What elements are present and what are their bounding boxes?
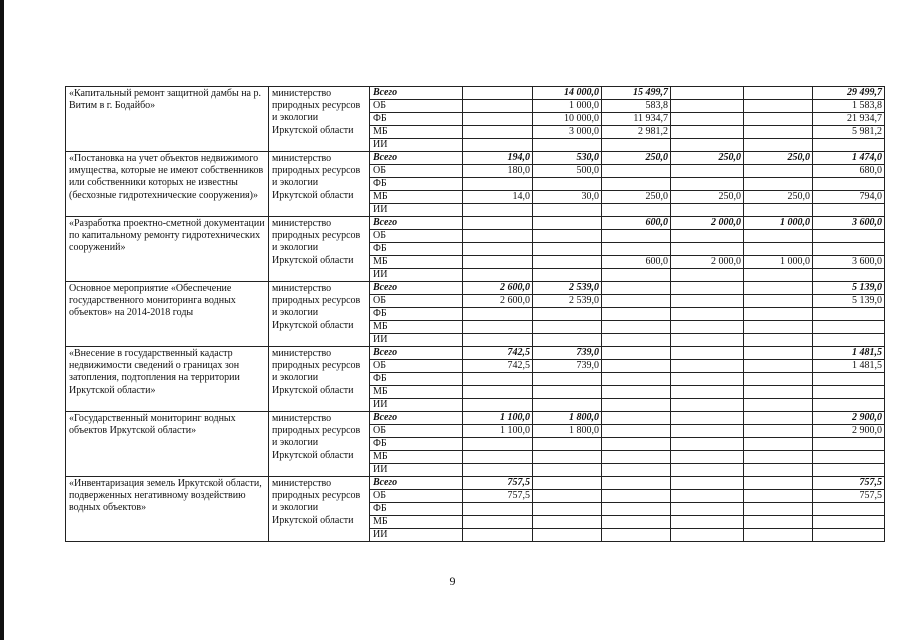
amount-cell: 1 100,0 bbox=[463, 425, 533, 438]
amount-cell bbox=[533, 217, 602, 230]
amount-cell: 739,0 bbox=[533, 360, 602, 373]
amount-cell bbox=[671, 399, 744, 412]
amount-cell bbox=[602, 386, 671, 399]
amount-cell bbox=[533, 399, 602, 412]
funding-source: ФБ bbox=[370, 113, 463, 126]
amount-total-cell: 3 600,0 bbox=[813, 217, 885, 230]
amount-cell bbox=[744, 230, 813, 243]
amount-cell: 2 600,0 bbox=[463, 295, 533, 308]
amount-cell bbox=[533, 256, 602, 269]
table-row-total bbox=[66, 347, 885, 360]
amount-cell bbox=[744, 321, 813, 334]
funding-source: ИИ bbox=[370, 529, 463, 542]
amount-cell: 500,0 bbox=[533, 165, 602, 178]
funding-source: ОБ bbox=[370, 230, 463, 243]
amount-cell bbox=[463, 87, 533, 100]
amount-total-cell bbox=[813, 529, 885, 542]
amount-total-cell: 1 583,8 bbox=[813, 100, 885, 113]
amount-cell bbox=[744, 412, 813, 425]
amount-cell bbox=[602, 321, 671, 334]
funding-source: ИИ bbox=[370, 399, 463, 412]
amount-cell bbox=[602, 347, 671, 360]
amount-total-cell bbox=[813, 308, 885, 321]
activity-name: «Инвентаризация земель Иркутской области, подверженных негативному воздействию водных объектов» bbox=[66, 477, 269, 542]
amount-cell bbox=[744, 516, 813, 529]
amount-cell: 14 000,0 bbox=[533, 87, 602, 100]
amount-cell bbox=[602, 204, 671, 217]
activity-name: «Государственный мониторинг водных объектов Иркутской области» bbox=[66, 412, 269, 477]
amount-cell bbox=[744, 399, 813, 412]
amount-total-cell: 1 474,0 bbox=[813, 152, 885, 165]
amount-cell: 250,0 bbox=[744, 152, 813, 165]
amount-cell bbox=[671, 412, 744, 425]
amount-cell bbox=[463, 178, 533, 191]
amount-cell bbox=[671, 308, 744, 321]
amount-cell bbox=[533, 529, 602, 542]
funding-source: ОБ bbox=[370, 100, 463, 113]
amount-cell: 2 539,0 bbox=[533, 282, 602, 295]
amount-cell: 180,0 bbox=[463, 165, 533, 178]
amount-cell: 2 600,0 bbox=[463, 282, 533, 295]
funding-source: Всего bbox=[370, 87, 463, 100]
amount-cell bbox=[671, 243, 744, 256]
amount-cell bbox=[602, 373, 671, 386]
amount-cell bbox=[533, 373, 602, 386]
amount-cell bbox=[602, 165, 671, 178]
amount-cell bbox=[744, 477, 813, 490]
amount-cell bbox=[602, 243, 671, 256]
amount-cell bbox=[744, 295, 813, 308]
amount-cell bbox=[463, 204, 533, 217]
funding-source: МБ bbox=[370, 126, 463, 139]
amount-total-cell bbox=[813, 516, 885, 529]
amount-cell bbox=[744, 438, 813, 451]
amount-cell bbox=[671, 204, 744, 217]
amount-cell bbox=[463, 334, 533, 347]
amount-cell bbox=[602, 334, 671, 347]
amount-cell bbox=[744, 425, 813, 438]
amount-cell bbox=[602, 438, 671, 451]
activity-name: «Внесение в государственный кадастр недвижимости сведений о границах зон затопления, подтопления на территории Иркутской области» bbox=[66, 347, 269, 412]
amount-cell: 11 934,7 bbox=[602, 113, 671, 126]
amount-total-cell: 2 900,0 bbox=[813, 412, 885, 425]
amount-cell bbox=[463, 243, 533, 256]
amount-total-cell: 29 499,7 bbox=[813, 87, 885, 100]
amount-total-cell: 794,0 bbox=[813, 191, 885, 204]
funding-source: МБ bbox=[370, 386, 463, 399]
amount-total-cell: 2 900,0 bbox=[813, 425, 885, 438]
activity-name: «Разработка проектно-сметной документации по капитальному ремонту гидротехнических сооружений» bbox=[66, 217, 269, 282]
amount-cell bbox=[744, 282, 813, 295]
funding-source: Всего bbox=[370, 282, 463, 295]
amount-cell bbox=[533, 516, 602, 529]
amount-cell bbox=[602, 308, 671, 321]
table-row-total bbox=[66, 477, 885, 490]
amount-cell bbox=[671, 334, 744, 347]
amount-cell: 739,0 bbox=[533, 347, 602, 360]
responsible-executor: министерство природных ресурсов и экологии Иркутской области bbox=[269, 347, 370, 412]
amount-cell bbox=[744, 269, 813, 282]
amount-cell: 250,0 bbox=[671, 191, 744, 204]
funding-source: ОБ bbox=[370, 165, 463, 178]
amount-cell bbox=[671, 100, 744, 113]
funding-source: ФБ bbox=[370, 243, 463, 256]
funding-source: ИИ bbox=[370, 334, 463, 347]
funding-source: ФБ bbox=[370, 178, 463, 191]
amount-cell: 250,0 bbox=[602, 191, 671, 204]
amount-cell bbox=[533, 139, 602, 152]
funding-source: ИИ bbox=[370, 464, 463, 477]
amount-cell bbox=[671, 113, 744, 126]
amount-cell: 742,5 bbox=[463, 347, 533, 360]
amount-cell bbox=[744, 126, 813, 139]
amount-total-cell: 21 934,7 bbox=[813, 113, 885, 126]
amount-cell bbox=[671, 373, 744, 386]
amount-total-cell: 3 600,0 bbox=[813, 256, 885, 269]
amount-cell bbox=[602, 360, 671, 373]
amount-cell bbox=[533, 178, 602, 191]
amount-total-cell: 5 981,2 bbox=[813, 126, 885, 139]
amount-cell: 2 000,0 bbox=[671, 256, 744, 269]
amount-cell bbox=[463, 464, 533, 477]
amount-cell: 30,0 bbox=[533, 191, 602, 204]
amount-cell bbox=[463, 503, 533, 516]
amount-cell: 1 800,0 bbox=[533, 412, 602, 425]
amount-cell bbox=[463, 308, 533, 321]
amount-cell bbox=[744, 347, 813, 360]
funding-source: ИИ bbox=[370, 139, 463, 152]
amount-cell: 10 000,0 bbox=[533, 113, 602, 126]
funding-source: Всего bbox=[370, 412, 463, 425]
amount-total-cell: 1 481,5 bbox=[813, 360, 885, 373]
amount-cell bbox=[744, 360, 813, 373]
amount-cell bbox=[602, 295, 671, 308]
amount-cell bbox=[533, 464, 602, 477]
funding-source: Всего bbox=[370, 152, 463, 165]
amount-cell bbox=[533, 438, 602, 451]
amount-cell bbox=[602, 412, 671, 425]
amount-cell bbox=[671, 477, 744, 490]
amount-cell: 2 539,0 bbox=[533, 295, 602, 308]
funding-source: ОБ bbox=[370, 360, 463, 373]
amount-total-cell bbox=[813, 451, 885, 464]
amount-cell: 250,0 bbox=[744, 191, 813, 204]
amount-cell: 757,5 bbox=[463, 490, 533, 503]
activity-name: «Постановка на учет объектов недвижимого имущества, которые не имеют собственников или собственники которых не известны (бесхозные гидротехнические сооружения)» bbox=[66, 152, 269, 217]
amount-cell bbox=[602, 399, 671, 412]
amount-cell bbox=[744, 243, 813, 256]
amount-cell bbox=[744, 165, 813, 178]
amount-cell bbox=[533, 386, 602, 399]
amount-cell bbox=[671, 321, 744, 334]
amount-cell bbox=[602, 477, 671, 490]
amount-cell bbox=[602, 451, 671, 464]
amount-cell bbox=[463, 217, 533, 230]
amount-cell bbox=[671, 126, 744, 139]
funding-source: ОБ bbox=[370, 425, 463, 438]
funding-source: ОБ bbox=[370, 295, 463, 308]
amount-total-cell bbox=[813, 386, 885, 399]
funding-table bbox=[65, 86, 885, 542]
amount-cell bbox=[744, 490, 813, 503]
amount-cell bbox=[533, 477, 602, 490]
amount-cell bbox=[463, 373, 533, 386]
amount-total-cell: 757,5 bbox=[813, 477, 885, 490]
amount-total-cell bbox=[813, 243, 885, 256]
amount-cell bbox=[744, 464, 813, 477]
funding-source: МБ bbox=[370, 321, 463, 334]
amount-cell bbox=[744, 308, 813, 321]
amount-cell bbox=[533, 230, 602, 243]
funding-source: ФБ bbox=[370, 438, 463, 451]
amount-total-cell bbox=[813, 269, 885, 282]
amount-cell bbox=[463, 321, 533, 334]
funding-table-body bbox=[66, 87, 885, 542]
amount-cell bbox=[744, 503, 813, 516]
amount-cell bbox=[744, 87, 813, 100]
responsible-executor: министерство природных ресурсов и экологии Иркутской области bbox=[269, 412, 370, 477]
amount-cell bbox=[671, 386, 744, 399]
amount-cell: 1 000,0 bbox=[533, 100, 602, 113]
amount-total-cell bbox=[813, 230, 885, 243]
amount-cell bbox=[533, 451, 602, 464]
funding-source: Всего bbox=[370, 217, 463, 230]
amount-cell: 583,8 bbox=[602, 100, 671, 113]
table-row-total bbox=[66, 87, 885, 100]
amount-cell bbox=[463, 516, 533, 529]
amount-total-cell bbox=[813, 178, 885, 191]
amount-cell: 250,0 bbox=[602, 152, 671, 165]
amount-cell bbox=[744, 334, 813, 347]
amount-cell bbox=[671, 516, 744, 529]
amount-cell: 250,0 bbox=[671, 152, 744, 165]
responsible-executor: министерство природных ресурсов и экологии Иркутской области bbox=[269, 87, 370, 152]
amount-cell bbox=[671, 464, 744, 477]
amount-cell: 2 981,2 bbox=[602, 126, 671, 139]
amount-cell bbox=[671, 529, 744, 542]
amount-cell bbox=[463, 451, 533, 464]
amount-cell bbox=[463, 399, 533, 412]
responsible-executor: министерство природных ресурсов и экологии Иркутской области bbox=[269, 282, 370, 347]
amount-cell bbox=[533, 243, 602, 256]
activity-name: Основное мероприятие «Обеспечение государственного мониторинга водных объектов» на 2014-2018 годы bbox=[66, 282, 269, 347]
amount-cell bbox=[744, 178, 813, 191]
amount-cell bbox=[463, 100, 533, 113]
amount-total-cell: 680,0 bbox=[813, 165, 885, 178]
amount-cell: 600,0 bbox=[602, 217, 671, 230]
amount-cell: 757,5 bbox=[463, 477, 533, 490]
amount-cell: 1 100,0 bbox=[463, 412, 533, 425]
amount-cell bbox=[671, 425, 744, 438]
amount-cell bbox=[602, 516, 671, 529]
funding-source: ФБ bbox=[370, 373, 463, 386]
amount-cell bbox=[671, 178, 744, 191]
amount-cell: 742,5 bbox=[463, 360, 533, 373]
amount-cell: 600,0 bbox=[602, 256, 671, 269]
amount-total-cell bbox=[813, 438, 885, 451]
funding-source: ИИ bbox=[370, 269, 463, 282]
amount-cell bbox=[671, 347, 744, 360]
amount-cell bbox=[602, 529, 671, 542]
amount-cell bbox=[671, 139, 744, 152]
amount-cell bbox=[602, 269, 671, 282]
amount-cell bbox=[671, 165, 744, 178]
amount-cell bbox=[602, 230, 671, 243]
amount-cell bbox=[463, 386, 533, 399]
amount-total-cell bbox=[813, 334, 885, 347]
amount-cell bbox=[602, 282, 671, 295]
amount-cell bbox=[463, 269, 533, 282]
amount-cell: 2 000,0 bbox=[671, 217, 744, 230]
amount-cell: 1 800,0 bbox=[533, 425, 602, 438]
funding-source: ИИ bbox=[370, 204, 463, 217]
table-row-total bbox=[66, 412, 885, 425]
amount-cell bbox=[744, 373, 813, 386]
amount-cell bbox=[671, 269, 744, 282]
amount-cell: 1 000,0 bbox=[744, 256, 813, 269]
funding-source: МБ bbox=[370, 191, 463, 204]
amount-cell bbox=[602, 503, 671, 516]
page-number: 9 bbox=[449, 574, 456, 588]
amount-cell bbox=[602, 490, 671, 503]
amount-total-cell bbox=[813, 464, 885, 477]
amount-cell bbox=[602, 139, 671, 152]
amount-cell bbox=[533, 269, 602, 282]
amount-cell bbox=[533, 503, 602, 516]
amount-total-cell: 757,5 bbox=[813, 490, 885, 503]
scan-edge-bar bbox=[0, 0, 4, 640]
amount-cell bbox=[463, 230, 533, 243]
amount-cell bbox=[671, 451, 744, 464]
amount-cell bbox=[671, 295, 744, 308]
funding-source: ФБ bbox=[370, 503, 463, 516]
table-row-total bbox=[66, 282, 885, 295]
amount-cell bbox=[671, 230, 744, 243]
table-row-total bbox=[66, 217, 885, 230]
amount-total-cell bbox=[813, 204, 885, 217]
responsible-executor: министерство природных ресурсов и экологии Иркутской области bbox=[269, 152, 370, 217]
amount-cell bbox=[533, 334, 602, 347]
amount-cell bbox=[744, 113, 813, 126]
amount-total-cell bbox=[813, 321, 885, 334]
amount-cell bbox=[671, 360, 744, 373]
responsible-executor: министерство природных ресурсов и экологии Иркутской области bbox=[269, 217, 370, 282]
amount-total-cell bbox=[813, 139, 885, 152]
amount-cell bbox=[533, 204, 602, 217]
responsible-executor: министерство природных ресурсов и экологии Иркутской области bbox=[269, 477, 370, 542]
amount-cell bbox=[744, 100, 813, 113]
amount-cell bbox=[744, 529, 813, 542]
activity-name: «Капитальный ремонт защитной дамбы на р. Витим в г. Бодайбо» bbox=[66, 87, 269, 152]
amount-cell bbox=[463, 113, 533, 126]
amount-cell: 14,0 bbox=[463, 191, 533, 204]
amount-cell: 15 499,7 bbox=[602, 87, 671, 100]
amount-cell bbox=[602, 464, 671, 477]
amount-total-cell: 5 139,0 bbox=[813, 282, 885, 295]
amount-total-cell: 5 139,0 bbox=[813, 295, 885, 308]
funding-source: МБ bbox=[370, 451, 463, 464]
amount-cell bbox=[602, 425, 671, 438]
funding-source: Всего bbox=[370, 477, 463, 490]
amount-cell: 1 000,0 bbox=[744, 217, 813, 230]
amount-cell: 194,0 bbox=[463, 152, 533, 165]
amount-cell bbox=[463, 438, 533, 451]
amount-cell bbox=[671, 282, 744, 295]
table-row-total bbox=[66, 152, 885, 165]
amount-total-cell bbox=[813, 399, 885, 412]
amount-cell bbox=[744, 204, 813, 217]
funding-source: ОБ bbox=[370, 490, 463, 503]
funding-source: МБ bbox=[370, 256, 463, 269]
amount-cell bbox=[463, 139, 533, 152]
amount-cell bbox=[671, 490, 744, 503]
amount-cell bbox=[671, 438, 744, 451]
amount-cell bbox=[744, 451, 813, 464]
amount-cell bbox=[671, 503, 744, 516]
funding-source: МБ bbox=[370, 516, 463, 529]
amount-cell: 530,0 bbox=[533, 152, 602, 165]
amount-cell bbox=[744, 139, 813, 152]
amount-cell bbox=[533, 490, 602, 503]
amount-cell bbox=[602, 178, 671, 191]
funding-source: ФБ bbox=[370, 308, 463, 321]
amount-cell bbox=[463, 529, 533, 542]
amount-cell bbox=[463, 256, 533, 269]
funding-source: Всего bbox=[370, 347, 463, 360]
amount-cell bbox=[533, 308, 602, 321]
amount-total-cell bbox=[813, 373, 885, 386]
amount-total-cell: 1 481,5 bbox=[813, 347, 885, 360]
amount-cell bbox=[533, 321, 602, 334]
amount-cell: 3 000,0 bbox=[533, 126, 602, 139]
amount-cell bbox=[671, 87, 744, 100]
amount-cell bbox=[463, 126, 533, 139]
amount-cell bbox=[744, 386, 813, 399]
amount-total-cell bbox=[813, 503, 885, 516]
